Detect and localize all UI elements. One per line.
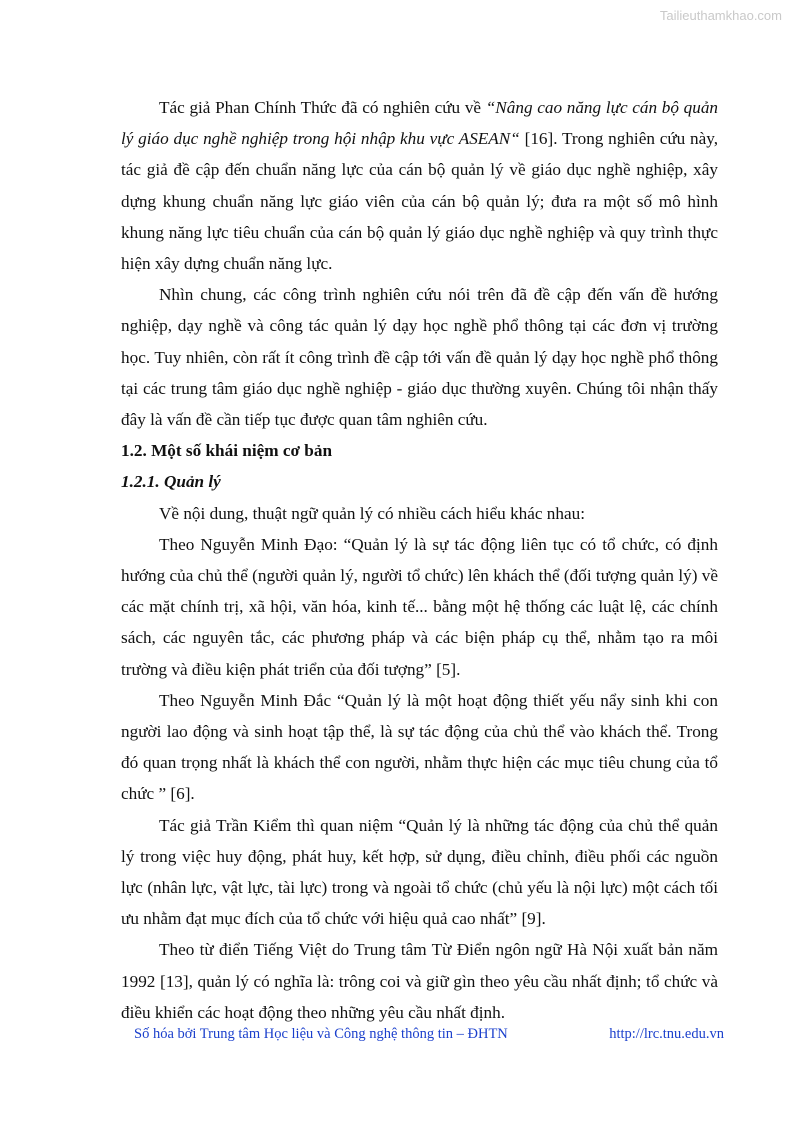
watermark: Tailieuthamkhao.com xyxy=(659,8,782,23)
document-body xyxy=(121,92,718,1028)
paragraph-7: Theo từ điển Tiếng Việt do Trung tâm Từ Điển ngôn ngữ Hà Nội xuất bản năm 1992 [13], quản lý có nghĩa là: trông coi và giữ gìn theo yêu cầu nhất định; tổ chức và điều khiển các hoạt động theo những yêu cầu nhất định. xyxy=(121,940,718,1022)
cited-work-title: “Nâng cao năng lực cán bộ quản lý giáo dục nghề nghiệp trong hội nhập khu vực ASEAN“ xyxy=(121,98,719,149)
section-heading: 1.2. Một số khái niệm cơ bản xyxy=(121,441,333,461)
paragraph-1 xyxy=(121,92,718,279)
footer-url-link[interactable]: http://lrc.tnu.edu.vn xyxy=(609,1026,724,1042)
subsection-heading: 1.2.1. Quản lý xyxy=(121,472,221,492)
paragraph-6: Tác giả Trần Kiểm thì quan niệm “Quản lý là những tác động của chủ thể quản lý trong việc huy động, phát huy, kết hợp, sử dụng, điều chỉnh, điều phối các nguồn lực (nhân lực, vật lực, tài lực) trong và ngoài tổ chức (chủ yếu là nội lực) một cách tối ưu nhằm đạt mục đích của tổ chức với hiệu quả cao nhất” [9]. xyxy=(121,815,718,929)
paragraph-1-intro: Tác giả Phan Chính Thức đã có nghiên cứu về xyxy=(159,98,486,117)
paragraph-1-rest: [16]. Trong nghiên cứu này, tác giả đề cập đến chuẩn năng lực của cán bộ quản lý về giáo dục nghề nghiệp, xây dựng khung chuẩn năng lực giáo viên của cán bộ quản lý; đưa ra một số mô hình khung năng lực tiêu chuẩn của cán bộ quản lý giáo dục nghề nghiệp và quy trình thực hiện xây dựng chuẩn năng lực. xyxy=(121,129,718,274)
footer-digitization-credit: Số hóa bởi Trung tâm Học liệu và Công nghệ thông tin – ĐHTN xyxy=(134,1026,508,1042)
paragraph-2: Nhìn chung, các công trình nghiên cứu nói trên đã đề cập đến vấn đề hướng nghiệp, dạy nghề và công tác quản lý dạy học nghề phổ thông tại các đơn vị trường học. Tuy nhiên, còn rất ít công trình đề cập tới vấn đề quản lý dạy học nghề phổ thông tại các trung tâm giáo dục nghề nghiệp - giáo dục thường xuyên. Chúng tôi nhận thấy đây là vấn đề cần tiếp tục được quan tâm nghiên cứu. xyxy=(121,285,718,430)
paragraph-4: Theo Nguyễn Minh Đạo: “Quản lý là sự tác động liên tục có tổ chức, có định hướng của chủ thể (người quản lý, người tổ chức) lên khách thể (đối tượng quản lý) về các mặt chính trị, xã hội, văn hóa, kinh tế... bằng một hệ thống các luật lệ, các chính sách, các nguyên tắc, các phương pháp và các biện pháp cụ thể, nhằm tạo ra môi trường và điều kiện phát triển của đối tượng” [5]. xyxy=(121,534,718,679)
paragraph-5: Theo Nguyễn Minh Đắc “Quản lý là một hoạt động thiết yếu nẩy sinh khi con người lao động và sinh hoạt tập thể, là sự tác động của chủ thể vào khách thể. Trong đó quan trọng nhất là khách thể con người, nhằm thực hiện các mục tiêu chung của tổ chức ” [6]. xyxy=(121,690,718,804)
paragraph-3: Về nội dung, thuật ngữ quản lý có nhiều cách hiểu khác nhau: xyxy=(159,503,585,523)
